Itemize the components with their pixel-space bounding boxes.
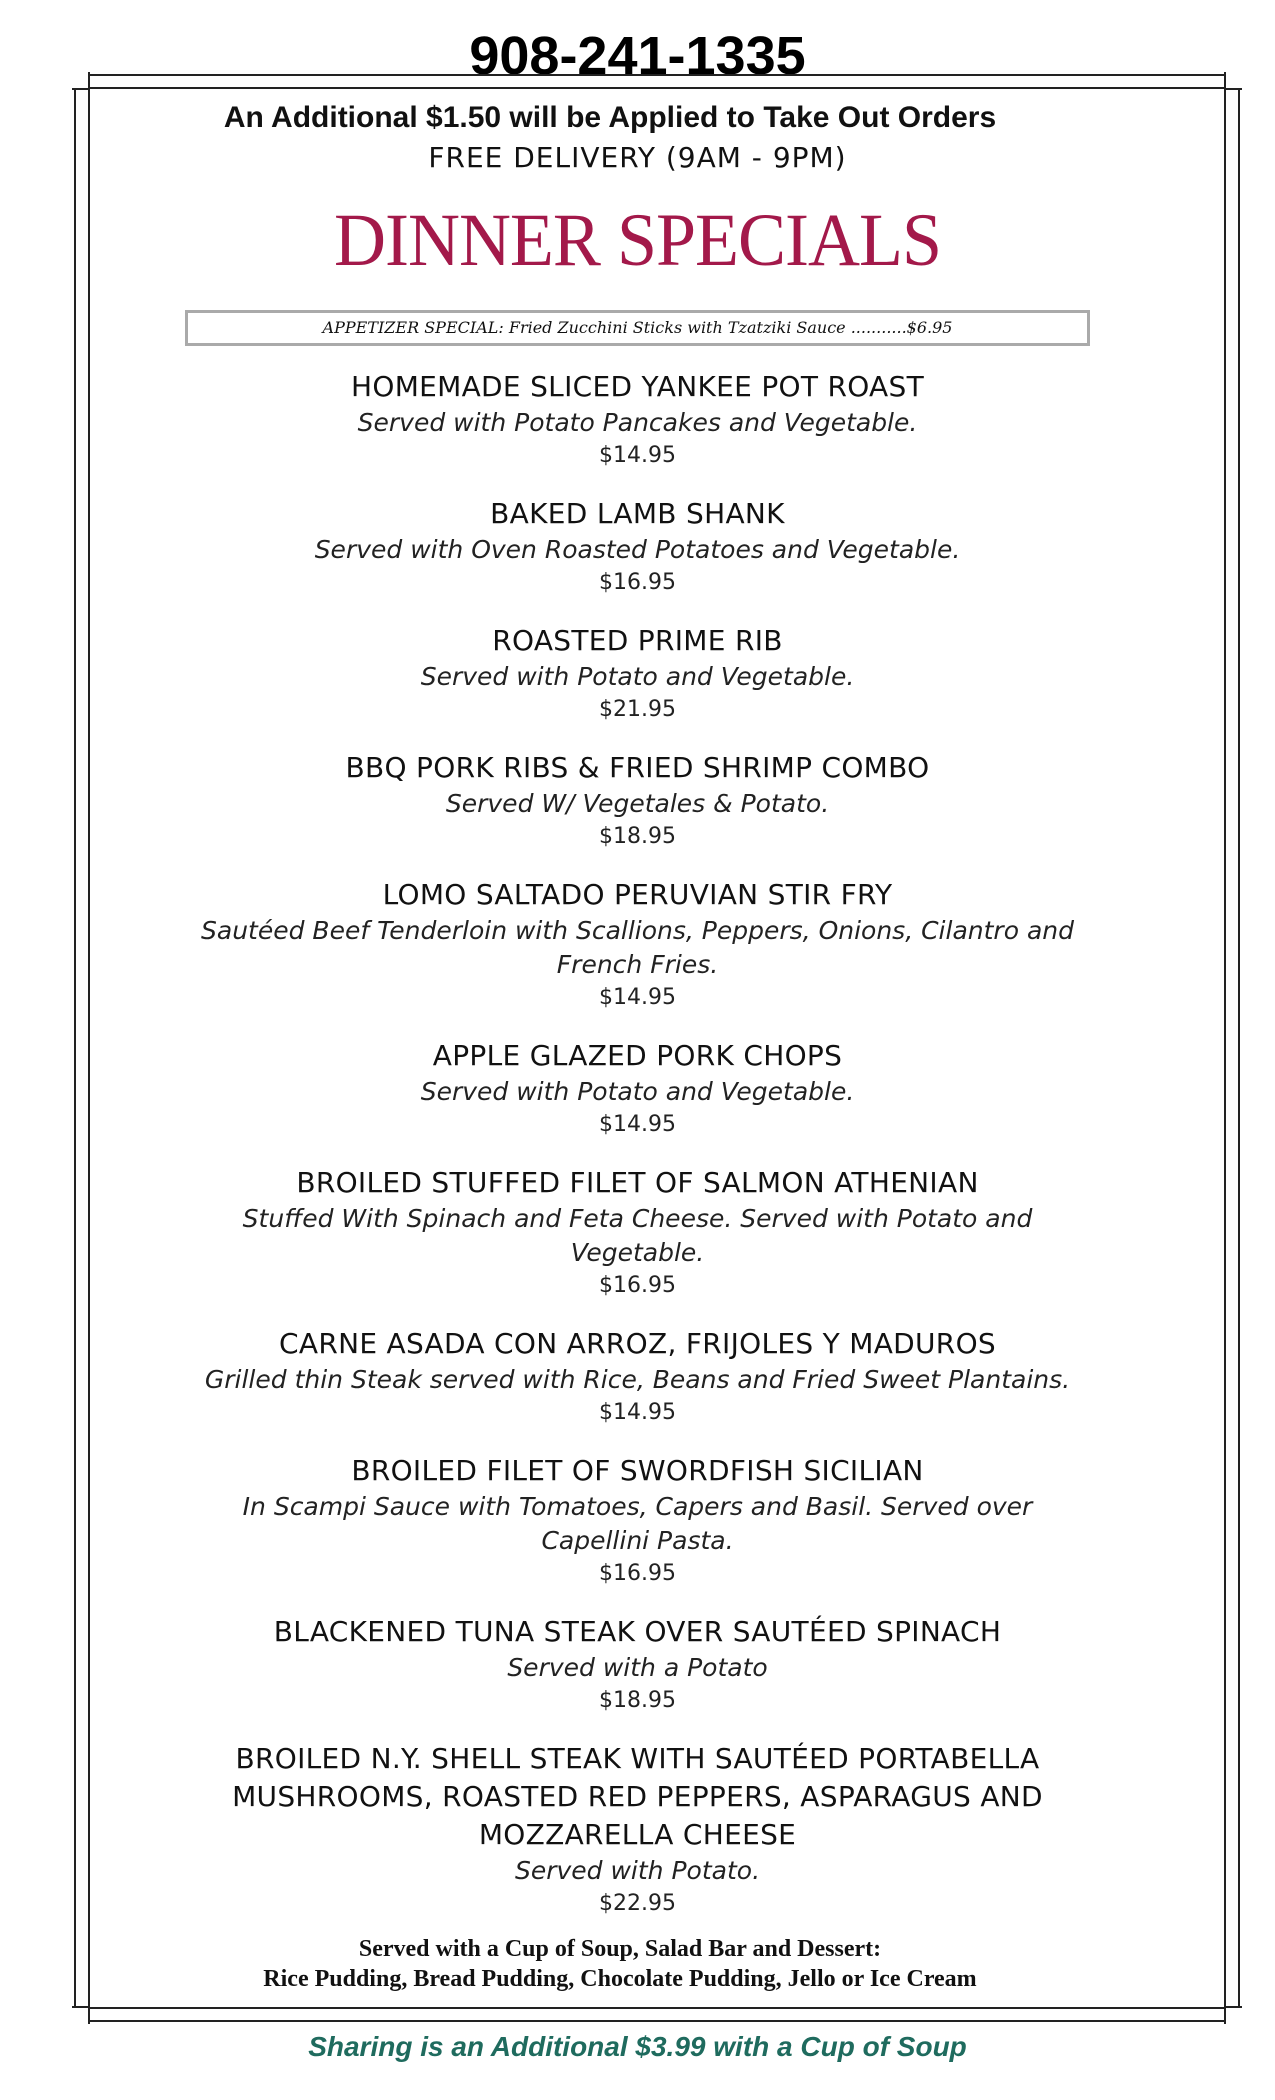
appetizer-text: APPETIZER SPECIAL: Fried Zucchini Sticks with Tzatziki Sauce ...........$6.95 (322, 318, 953, 337)
served-line-2: Rice Pudding, Bread Pudding, Chocolate Pudding, Jello or Ice Cream (263, 1966, 977, 1992)
item-price: $14.95 (599, 443, 676, 468)
menu-item (190, 495, 1085, 599)
item-name: LOMO SALTADO PERUVIAN STIR FRY (382, 878, 893, 911)
item-name: BLACKENED TUNA STEAK OVER SAUTÉED SPINACH (273, 1615, 1002, 1648)
item-name: ROASTED PRIME RIB (492, 624, 783, 657)
item-description: Stuffed With Spinach and Feta Cheese. Served with Potato and Vegetable. (242, 1204, 1033, 1267)
item-name: BROILED STUFFED FILET OF SALMON ATHENIAN (296, 1166, 979, 1199)
item-name: BROILED FILET OF SWORDFISH SICILIAN (351, 1454, 924, 1487)
item-price: $14.95 (599, 1400, 676, 1425)
item-description: Served with Potato Pancakes and Vegetable. (357, 408, 918, 437)
menu-list (190, 368, 1085, 1943)
item-price: $14.95 (599, 985, 676, 1010)
item-price: $16.95 (599, 1561, 676, 1586)
item-name: CARNE ASADA CON ARROZ, FRIJOLES Y MADUROS (279, 1327, 996, 1360)
menu-item (190, 1164, 1085, 1302)
page-title: DINNER SPECIALS (333, 198, 942, 282)
item-price: $16.95 (599, 1273, 676, 1298)
menu-item (190, 1037, 1085, 1141)
corner-notch (72, 2006, 90, 2024)
item-description: Grilled thin Steak served with Rice, Beans and Fried Sweet Plantains. (204, 1365, 1071, 1394)
item-description: Served with a Potato (507, 1653, 768, 1682)
item-name: BROILED N.Y. SHELL STEAK WITH SAUTÉED PORTABELLA MUSHROOMS, ROASTED RED PEPPERS, ASPARAGUS AND MOZZARELLA CHEESE (232, 1742, 1043, 1851)
item-description: In Scampi Sauce with Tomatoes, Capers and Basil. Served over Capellini Pasta. (242, 1492, 1033, 1555)
menu-item (190, 876, 1085, 1014)
delivery-hours: FREE DELIVERY (9AM - 9PM) (428, 141, 847, 174)
appetizer-special (185, 310, 1090, 346)
menu-item (190, 1613, 1085, 1717)
corner-notch (1224, 72, 1242, 90)
served-with-note (150, 1934, 1090, 1994)
item-description: Served W/ Vegetales & Potato. (445, 789, 830, 818)
item-name: BAKED LAMB SHANK (490, 497, 785, 530)
corner-notch (1224, 2006, 1242, 2024)
takeout-notice: An Additional $1.50 will be Applied to Take Out Orders (223, 101, 997, 134)
item-price: $21.95 (599, 697, 676, 722)
phone-number: 908-241-1335 (469, 26, 806, 86)
corner-notch (72, 72, 90, 90)
item-name: BBQ PORK RIBS & FRIED SHRIMP COMBO (345, 751, 930, 784)
item-price: $22.95 (599, 1891, 676, 1916)
item-description: Served with Potato and Vegetable. (420, 662, 855, 691)
menu-item (190, 1740, 1085, 1920)
item-name: HOMEMADE SLICED YANKEE POT ROAST (351, 370, 924, 403)
menu-item (190, 622, 1085, 726)
menu-item (190, 1452, 1085, 1590)
item-price: $18.95 (599, 1688, 676, 1713)
item-price: $18.95 (599, 824, 676, 849)
sharing-note: Sharing is an Additional $3.99 with a Cup of Soup (308, 2031, 967, 2062)
menu-item (190, 749, 1085, 853)
item-price: $16.95 (599, 570, 676, 595)
item-name: APPLE GLAZED PORK CHOPS (432, 1039, 843, 1072)
item-price: $14.95 (599, 1112, 676, 1137)
item-description: Sautéed Beef Tenderloin with Scallions, Peppers, Onions, Cilantro and French Fries. (201, 916, 1074, 979)
menu-item (190, 1325, 1085, 1429)
served-line-1: Served with a Cup of Soup, Salad Bar and Dessert: (358, 1936, 882, 1962)
item-description: Served with Potato. (514, 1856, 761, 1885)
item-description: Served with Potato and Vegetable. (420, 1077, 855, 1106)
item-description: Served with Oven Roasted Potatoes and Vegetable. (314, 535, 961, 564)
menu-item (190, 368, 1085, 472)
